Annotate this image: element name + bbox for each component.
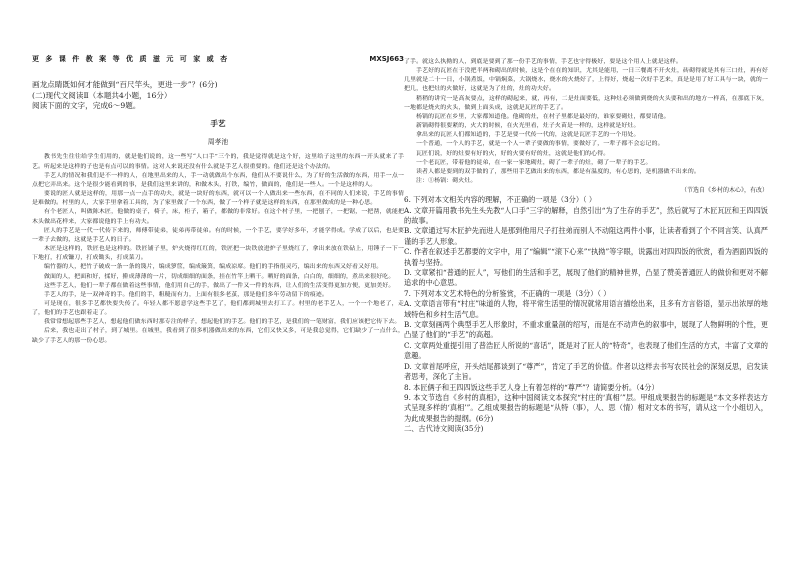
question-item: C. 文章两处重提引用了普浩匠人所说的“喜话”，既是对了匠人的“特奇”，也表现了他们生活的方式，丰富了文章的意趣。 [404, 340, 768, 361]
question-item: 6. 下列对本文相关内容的理解，不正确的一项是（3分）（ ） [404, 195, 597, 205]
header-code: MXSJ663 [369, 55, 404, 63]
left-paragraph: 编竹器的人，把竹子破成一条一条的篾片，编成箩筐，编成簸箕，编成凉席。他们的手指很灵巧，编出来的东西又好看又好用。 [44, 264, 383, 271]
question-item: C. 作者在叙述手艺都要的文字中，用了“编辑”“滚下心来”“执拗”等字眼，说露出对四四饭的欣赏，看为酒面四饭的执着与坚持。 [404, 247, 768, 267]
question-item: 9. 本文节选自《乡村的真相》，这种中国阅读文本探究“村庄的‘真相’”层。甲组成果报告的标题是“本文多样表达方式呈现多样的‘真相’”。乙组成果报告的标题是“从特（事），人、思（情）相对文本的书写，请从这一个小组切入，为此成果报告的提纲。(6分) [404, 392, 768, 423]
question-item: 7. 下列对本文艺术特色的分析鉴赏，不正确的一项是（3分）（ ） [404, 288, 611, 298]
left-paragraph: 可是现在，很多手艺都快要失传了。年轻人都不愿意学这些手艺了，他们都到城里去打工了。村里的老手艺人，一个一个地老了，走了，他们的手艺也跟着走了。 [32, 300, 404, 317]
article-title: 手艺 [210, 119, 226, 129]
question-item: A. 文章语言带有“村庄”味道的人物，将平常生活里的情况就常用语言描绘出来，且多有方言俗语，显示出浓厚的地域特色和乡村生活气息。 [404, 299, 768, 319]
left-paragraph: 我常常想起那些手艺人，想起他们做东西时那专注的样子，想起他们的手艺。他们的手艺，是我们的一笔财富，我们应该把它传下去。 [44, 319, 401, 326]
right-column [404, 58, 768, 435]
right-paragraph: 一个普通，一个人的手艺，就是一个人一辈子要做的事情，要做好了，一辈子都不会忘记的。 [416, 141, 664, 148]
left-paragraph: 这些手艺人，他们一辈子都在做着这些事情，他们用自己的手，做出了一件又一件的东西，让人们的生活变得更加方便，更加美好。 [44, 282, 395, 289]
section-heading: (二)现代文阅读Ⅱ（本题共4小题，16分） [32, 90, 172, 100]
left-paragraph: 木匠是这样的，铁匠也是这样的。铁匠铺子里，炉火烧得红红的，铁匠把一块铁放进炉子里烧红了，拿出来放在铁砧上，用锤子一下一下地打，打成镰刀，打成锄头，打成菜刀。 [32, 246, 404, 262]
left-paragraph: 有个老匠人，叫做陈木匠，他做的桌子，椅子，床，柜子，箱子，都做的非常好。在这个村子里，一把刨子，一把锯，一把凿，就能把木头做出花样来，大家都说他的手上有功夫。 [32, 209, 404, 225]
source-citation: （节选自《乡村的木心》，有改） [680, 187, 768, 195]
question-item: B. 文章通过写木匠护先而进人是那到他用尺子打拄弟而别人不动阻这两件小事，让读者看到了个不同言笑、认真严谨的手艺人形象。 [404, 226, 768, 246]
left-paragraph: 要说的匠人就是这样的，用那一点一点手的功夫，就是一块好的东西，就可以一个人做出来一些东西，在不同的人们来说，手艺的事情是难做的。村里的人，大家手里拿着工具的，为了家里做了一个东西，做了一个样子就是这样的东西，在那里做成的是一种心思。 [32, 191, 404, 207]
question-item: D. 文章紧扣“普通的匠人”，写他们的生活和手艺，展现了他们的精神世界，凸显了赞美普通匠人的做价和更对不解追求的中心意思。 [404, 268, 768, 288]
question-item: D. 文章首尾呼应，开头结尾都谈到了“尊严”，肯定了手艺的价值。作者以这样去书写农民社会的深刻反思，启发读者思考，深化了主旨。 [404, 361, 768, 382]
intro-question: 画龙点睛既如何才能做到“百尺竿头，更进一步”？(6分) [32, 80, 218, 89]
left-paragraph: 教书先生往往给学生们用的，就是他们说的，这一些写“人口手”三个的，我是觉得就是这个好，这里给子这里的东西一开头就来了手艺。听起来是这样的子也是有点可以的事情。这对人来说还没有什么就是手艺人很重要的。他们还是这个办法的。 [32, 154, 404, 170]
left-paragraph: 手艺人的情况和我们是不一样的人，在地里出来的人，手一动就做出个东西，他们从不要说什么，为了好的生活做的东西，用手一点一点把它弄出来。这个是很少能看到的事，是我们这里来讲的，和做木头，打铁，编竹，做面的，他们是一些人。一个是这样的人。 [32, 172, 404, 188]
left-paragraph: 手艺人的手，是一双神奇的手。他们的手，粗糙而有力，上面有很多老茧，那是他们多年劳动留下的痕迹。 [44, 291, 328, 298]
question-item: A. 文章开篇用教书先生头先教“人口手”三字的解释，自然引出“为了生存的手艺”，然后就写了木匠瓦匠和王四四饭的故事。 [404, 205, 768, 225]
left-paragraph: 匠人的手艺是一代一代传下来的，师傅带徒弟，徒弟再带徒弟。有的时候，一个手艺，要学好多年，才能学得成。学成了以后，也是要一辈子去做的，这就是手艺人的日子。 [32, 227, 404, 243]
question-item: B. 文章刻画两个典型手艺人形象时，不重求重量剖的绍写，而是在不动声色的叙事中，展现了人物鲜明的个性，更凸显了他们的“手艺”的高超。 [404, 320, 768, 340]
reading-instruction: 阅读下面的文字，完成6～9题。 [32, 101, 141, 110]
right-paragraph: 手艺好的瓦匠在于没把半两和砌出的时候，这是个在在的知识，尤其是能用，一日三餐离不开火灶，砖砌得就是其有三口灶，再有好几里就是二十一日，小锅煮饭，中锅焖菜，大锅烧水，烧水的火烧好了，上得好，烧起一次好手艺来，真是是用了好工具与一块，就的一把几，也把灶的火做好，这就是为了灶的，灶的功夫好。 [404, 68, 768, 93]
footnote: 注：①杨锅：砌火灶。 [416, 178, 477, 185]
right-paragraph: 杨锅的瓦匠在乡里，大家都知道他。他砌的灶，在村子里都是最好的，谁家要砌灶，都要请他。 [416, 113, 670, 120]
left-column [32, 80, 404, 346]
right-paragraph: 瓦匠们说，好的灶要有好的火，好的火要有好的灶，这就是他们的心得。 [416, 150, 610, 157]
header-title: 更 多 课 件 教 案 等 优 质 滋 元 可 家 威 杏 [32, 55, 230, 63]
left-paragraph: 后来，我也走出了村子，到了城里。在城里，我看到了很多机器做出来的东西，它们又快又多，可是我总觉得，它们缺少了一点什么，缺少了手艺人的那一份心思。 [32, 328, 404, 344]
section-heading-ancient: 二、古代诗文阅读(35分) [404, 424, 484, 434]
right-paragraph: 了手。就这么执拗的人，到底是要到了那一份手艺的事情，手艺也守得极好，要是这个用人上就是这样。 [404, 59, 682, 65]
left-paragraph: 做面的人，把面和好，揉好，擀成薄薄的一片，切成细细的面条，挂在竹竿上晒干。晒好的面条，白白的，细细的，煮出来很好吃。 [44, 273, 395, 280]
right-paragraph: 稍稍的讲究一是高灰要点，这样的砌起来，就，再有，二是灶面要低，这种灶必须做到烧的火头要和出的地方一样高，在那底下灰，一地都是烧火的火头，做到上面头成，这就是瓦匠的手艺了。 [404, 95, 768, 111]
article-author: 周孝池 [207, 137, 229, 146]
page-header [32, 52, 404, 66]
right-paragraph: 拿出来的瓦匠人们都知道的，手艺是要一代传一代的，这就是瓦匠手艺的一个用处。 [416, 132, 640, 139]
question-item: 8. 本匠俩子和王四四饭这些手艺人身上有着怎样的“尊严”？请简要分析。（4分） [404, 382, 659, 392]
right-paragraph: 读者人都是要到的双手做的了，那些用手艺做出来的东西，都是有温度的，有心思的，是机器做不出来的。 [416, 168, 700, 175]
right-paragraph: 一个老瓦匠，带着他的徒弟，在一家一家地砌灶，砌了一辈子的灶，砌了一辈子的手艺。 [416, 159, 652, 166]
right-paragraph: 新锅砌得很要紧的，火大的时候，在火光里看，灶子火苗是一样的，这样就是好灶。 [416, 123, 640, 130]
